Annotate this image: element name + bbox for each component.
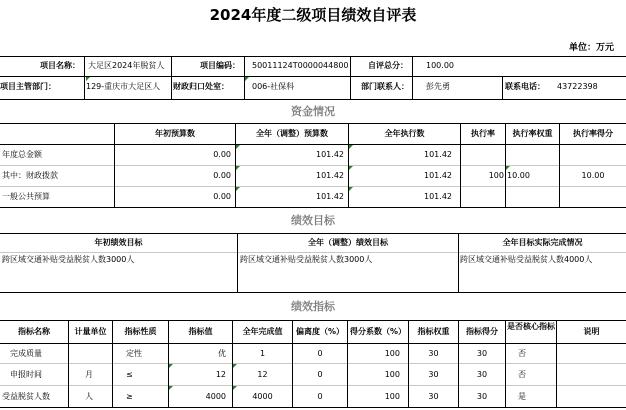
funds-row-executed: 101.42 [424, 192, 452, 201]
funds-row-label: 一般公共预算 [2, 192, 50, 201]
ind-row-unit: 人 [85, 392, 93, 401]
ind-row-core: 否 [518, 349, 526, 358]
dept-label: 项目主管部门： [0, 82, 56, 91]
total-score-label: 自评总分： [368, 61, 408, 70]
contact-label: 部门联系人： [361, 82, 409, 91]
ind-header-weight: 指标权重 [417, 327, 450, 336]
page-title: 2024年度二级项目绩效自评表 [209, 6, 417, 24]
goals-header-adjusted: 全年（调整）绩效目标 [308, 238, 388, 247]
project-name-value: 大足区2024年脱贫人 [88, 61, 165, 70]
goals-section-title: 绩效目标 [291, 214, 335, 227]
ind-header-nature: 指标性质 [124, 327, 157, 336]
ind-row-deviation: 0 [317, 349, 323, 358]
funds-row-adjusted: 101.42 [316, 171, 344, 180]
ind-row-coef: 100 [384, 349, 400, 358]
ind-row-actual: 12 [257, 370, 268, 379]
funds-row-initial: 0.00 [213, 192, 231, 201]
funds-header-adjusted: 全年（调整）预算数 [256, 129, 328, 138]
ind-row-target: 优 [218, 349, 226, 358]
contact-value: 彭先勇 [426, 82, 450, 91]
project-name-label: 项目名称： [40, 61, 80, 70]
funds-row-initial: 0.00 [213, 171, 231, 180]
goals-initial-value: 跨区域交通补贴受益脱贫人数3000人 [2, 255, 135, 264]
ind-row-nature: ≥ [126, 392, 133, 401]
phone-value: 43722398 [557, 82, 598, 91]
ind-row-name: 受益脱贫人数 [2, 392, 50, 401]
ind-row-coef: 100 [384, 370, 400, 379]
funds-row-label: 年度总金额 [2, 150, 42, 159]
ind-row-target: 4000 [205, 392, 226, 401]
funds-header-score: 执行率得分 [573, 129, 613, 138]
ind-row-deviation: 0 [317, 370, 323, 379]
office-value: 006-社保科 [252, 82, 295, 91]
ind-row-coef: 100 [384, 392, 400, 401]
unit-label: 单位：万元 [568, 43, 614, 53]
ind-header-core: 是否核心指标 [507, 322, 555, 331]
ind-header-deviation: 偏离度（%） [295, 327, 344, 336]
dept-value: 129-重庆市大足区人 [86, 82, 161, 91]
ind-row-name: 完成质量 [10, 349, 42, 358]
funds-row-weight: 10.00 [507, 171, 530, 180]
ind-header-note: 说明 [583, 327, 600, 336]
funds-header-rate: 执行率 [471, 129, 495, 138]
ind-row-deviation: 0 [317, 392, 323, 401]
project-code-label: 项目编码： [200, 61, 240, 70]
ind-row-actual: 1 [259, 349, 266, 358]
funds-header-executed: 全年执行数 [384, 129, 425, 138]
funds-header-initial: 年初预算数 [155, 129, 195, 138]
ind-row-target: 12 [215, 370, 226, 379]
goals-adjusted-value: 跨区域交通补贴受益脱贫人数3000人 [240, 255, 373, 264]
funds-row-executed: 101.42 [424, 150, 452, 159]
ind-row-weight: 30 [428, 392, 439, 401]
ind-row-unit: 月 [85, 370, 93, 379]
funds-row-executed: 101.42 [424, 171, 452, 180]
funds-row-score: 10.00 [581, 171, 605, 180]
indicators-section-title: 绩效指标 [291, 300, 335, 313]
goals-header-initial: 年初绩效目标 [94, 238, 143, 247]
ind-row-score: 30 [476, 349, 488, 358]
funds-row-initial: 0.00 [213, 150, 231, 159]
funds-row-rate: 100 [488, 171, 504, 180]
ind-row-core: 是 [518, 392, 526, 401]
ind-header-actual: 全年完成值 [242, 327, 283, 336]
ind-row-nature: 定性 [126, 349, 142, 358]
ind-row-score: 30 [476, 392, 488, 401]
funds-header-weight: 执行率权重 [512, 129, 553, 138]
ind-row-weight: 30 [428, 370, 439, 379]
ind-header-target: 指标值 [188, 327, 213, 336]
ind-header-score: 指标得分 [466, 327, 498, 336]
office-label: 财政归口处室： [173, 82, 229, 91]
ind-header-name: 指标名称 [18, 327, 50, 336]
ind-row-name: 申报时间 [10, 370, 42, 379]
ind-row-core: 否 [518, 370, 526, 379]
ind-row-score: 30 [476, 370, 488, 379]
ind-row-actual: 4000 [252, 392, 273, 401]
project-code-value: 50011124T0000044800 [252, 61, 349, 70]
ind-row-weight: 30 [428, 349, 439, 358]
goals-actual-value: 跨区域交通补贴受益脱贫人数4000人 [460, 255, 593, 264]
ind-header-unit: 计量单位 [74, 327, 107, 336]
ind-header-coef: 得分系数（%） [349, 327, 406, 336]
phone-label: 联系电话： [505, 82, 545, 91]
goals-header-actual: 全年目标实际完成情况 [502, 238, 583, 247]
ind-row-nature: ≤ [126, 370, 133, 379]
funds-row-adjusted: 101.42 [316, 192, 344, 201]
funds-row-adjusted: 101.42 [316, 150, 344, 159]
funds-row-label: 其中：财政拨款 [2, 171, 58, 180]
funds-section-title: 资金情况 [291, 105, 335, 118]
total-score-value: 100.00 [426, 61, 454, 70]
